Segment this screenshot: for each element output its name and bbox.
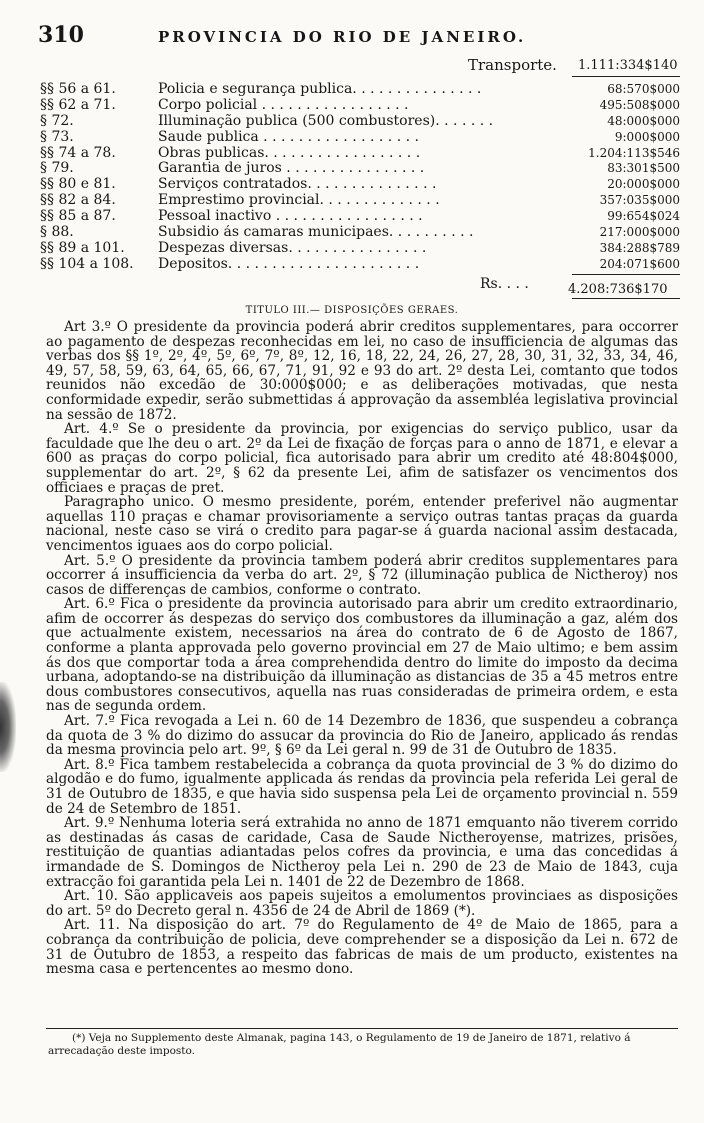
budget-row [40,146,680,162]
budget-description: Obras publicas. . . . . . . . . . . . . . . . . . [158,145,421,161]
page-number: 310 [38,22,84,48]
budget-description: Pessoal inactivo . . . . . . . . . . . . . . . . . [158,209,423,225]
budget-section-ref: §§ 85 a 87. [40,208,116,225]
transporte-value: 1.111:334$140 [578,58,678,73]
budget-section-ref: §§ 82 a 84. [40,192,116,209]
budget-value: 83:301$500 [607,161,680,176]
page-edge-thumbprint [0,682,16,772]
budget-row [40,98,680,114]
budget-section-ref: §§ 80 e 81. [40,176,116,193]
budget-description: Policia e segurança publica. . . . . . . . . . . . . . . [158,82,482,97]
budget-row [40,161,680,177]
budget-description: Serviços contratados. . . . . . . . . . . . . . . [158,177,437,193]
total-label: Rs. . . . [480,276,529,292]
budget-description: Depositos. . . . . . . . . . . . . . . . . . . . . . [158,256,420,272]
budget-value: 217:000$000 [599,225,680,240]
budget-description: Emprestimo provincial. . . . . . . . . . . . . . [158,193,440,209]
budget-row [40,130,680,146]
budget-value: 9:000$000 [614,129,680,144]
transporte-rule [572,76,680,77]
budget-section-ref: § 79. [40,160,74,177]
budget-section-ref: §§ 89 a 101. [40,239,125,256]
budget-row [40,241,680,257]
sum-rule [572,274,680,275]
budget-section-ref: §§ 62 a 71. [40,96,116,113]
articles-body [46,320,678,977]
budget-value: 204:071$600 [599,256,680,271]
budget-row [40,257,680,273]
budget-value: 384:288$789 [599,240,680,255]
article-paragraph: Art. 11. Na disposição do art. 7º do Regulamento de 4º de Maio de 1865, para a cobrança da contribuição de policia, deve comprehender se a disposição da Lei n. 672 de 31 de Outubro de 1853, a respeito das fabricas de mais de um producto, existentes na mesma casa e pertencentes ao mesmo dono. [46,917,678,978]
page-header [38,22,678,52]
total-value: 4.208:736$170 [568,282,668,297]
budget-value: 357:035$000 [599,193,680,208]
footnote-rule [46,1028,678,1029]
budget-section-ref: § 73. [40,128,74,145]
running-title: PROVINCIA DO RIO DE JANEIRO. [158,28,527,46]
article-paragraph: Art. 4.º Se o presidente da provincia, por exigencias do serviço publico, usar da faculdade que lhe deu o art. 2º da Lei de fixação de forças para o anno de 1871, e elevar a 600 as praças do corpo policial, fica autorisado para abrir um credito até 48:804$000, supplementar do art. 2º, § 62 da presente Lei, afim de satisfazer os vencimentos dos officiaes e praças de pret. [46,421,678,496]
budget-value: 48:000$000 [607,113,680,128]
budget-value: 495:508$000 [599,97,680,112]
budget-row [40,193,680,209]
budget-description: Corpo policial . . . . . . . . . . . . . . . . . [158,97,409,113]
budget-section-ref: §§ 74 a 78. [40,144,116,161]
budget-row [40,225,680,241]
budget-section-ref: § 88. [40,224,74,241]
budget-table [40,82,680,273]
article-paragraph: Paragrapho unico. O mesmo presidente, porém, entender preferivel não augmentar aquellas 110 praças e chamar provisoriamente a serviço outras tantas praças da guarda nacional, neste caso se virá o credito para pagar-se á guarda nacional assim destacada, vencimentos iguaes aos do corpo policial. [46,494,678,554]
article-paragraph: Art. 5.º O presidente da provincia tambem poderá abrir creditos supplementares para occorrer á insufficiencia da verba do art. 2º, § 72 (illuminação publica de Nictheroy) nos casos de differenças de cambios, conforme o contrato. [46,552,678,598]
budget-section-ref: §§ 104 a 108. [40,255,134,272]
article-paragraph: Art 3.º O presidente da provincia poderá abrir creditos supplementares, para occorrer ao pagamento de despezas reconhecidas em lei, no caso de insufficiencia de algumas das verbas dos §§ 1º, 2º, 4º, 5º, 6º, 7º, 8º, 12, 16, 18, 22, 24, 26, 27, 28, 30, 31, 32, 33, 34, 46, 49, 57, 58, 59, 63, 64, 65, 66, 67, 71, 91, 92 e 93 do art. 2º desta Lei, comtanto que todos reunidos não excedão de 30:000$000; e as deliberações motivadas, que nesta conformidade expedir, serão submettidas á approvação da assembléa legislativa provincial na sessão de 1872. [46,319,678,423]
budget-description: Despezas diversas. . . . . . . . . . . . . . . . [158,240,427,256]
budget-value: 99:654$024 [607,209,680,224]
total-rule [572,298,680,299]
budget-description: Illuminação publica (500 combustores). . . . . . . [158,113,494,129]
budget-description: Subsidio ás camaras municipaes. . . . . . . . . . [158,225,474,241]
article-paragraph: Art. 6.º Fica o presidente da provincia autorisado para abrir um credito extraordinario, afim de occorrer ás despezas do serviço dos combustores da illuminação a gaz, além dos que actualmente existem, necessarios na área do contrato de 6 de Agosto de 1867, conforme a planta approvada pelo governo provincial em 27 de Maio ultimo; e bem assim ás dos que comportar toda a área comprehendida dentro do limite do imposto da decima urbana, adoptando-se na distribuição da illuminação as distancias de 35 a 45 metros entre dous combustores consecutivos, aquella nas ruas consideradas de primeira ordem, e esta nas de segunda ordem. [46,596,678,715]
budget-row [40,82,680,98]
transporte-label: Transporte. [468,56,557,74]
article-paragraph: Art. 7.º Fica revogada a Lei n. 60 de 14 Dezembro de 1836, que suspendeu a cobrança da quota de 3 % do dizimo do assucar da provincia do Rio de Janeiro, applicado ás rendas da mesma provincia pelo art. 9º, § 6º da Lei geral n. 99 de 31 de Outubro de 1835. [46,713,678,759]
budget-row [40,209,680,225]
article-paragraph: Art. 10. São applicaveis aos papeis sujeitos a emolumentos provinciaes as disposições do art. 5º do Decreto geral n. 4356 de 24 de Abril de 1869 (*). [46,888,678,919]
article-paragraph: Art. 8.º Fica tambem restabelecida a cobrança da quota provincial de 3 % do dizimo do algodão e do fumo, igualmente applicada ás rendas da provincia pela referida Lei geral de 31 de Outubro de 1835, e que havia sido suspensa pela Lei de orçamento provincial n. 559 de 24 de Setembro de 1851. [46,756,678,817]
budget-value: 68:570$000 [607,82,680,96]
budget-value: 20:000$000 [607,177,680,192]
budget-value: 1.204:113$546 [588,145,680,160]
budget-row [40,114,680,130]
budget-description: Garantia de juros . . . . . . . . . . . . . . . . [158,161,425,177]
budget-section-ref: § 72. [40,112,74,129]
budget-description: Saude publica . . . . . . . . . . . . . . . . . . [158,129,419,145]
section-title: TITULO III.— DISPOSIÇÕES GERAES. [245,305,459,316]
footnote: (*) Veja no Supplemento deste Almanak, pagina 143, o Regulamento de 19 de Janeiro de 1871, relativo á arrecadação deste imposto. [48,1032,631,1057]
budget-section-ref: §§ 56 a 61. [40,81,116,97]
budget-row [40,177,680,193]
article-paragraph: Art. 9.º Nenhuma loteria será extrahida no anno de 1871 emquanto não tiverem corrido as destinadas ás casas de caridade, Casa de Saude Nictheroyense, matrizes, prisões, restituição de quantias adiantadas pelos cofres da provincia, e uma das concedidas á irmandade de S. Domingos de Nictheroy pela Lei n. 290 de 23 de Maio de 1843, cuja extracção foi garantida pela Lei n. 1401 de 22 de Dezembro de 1868. [46,815,678,890]
